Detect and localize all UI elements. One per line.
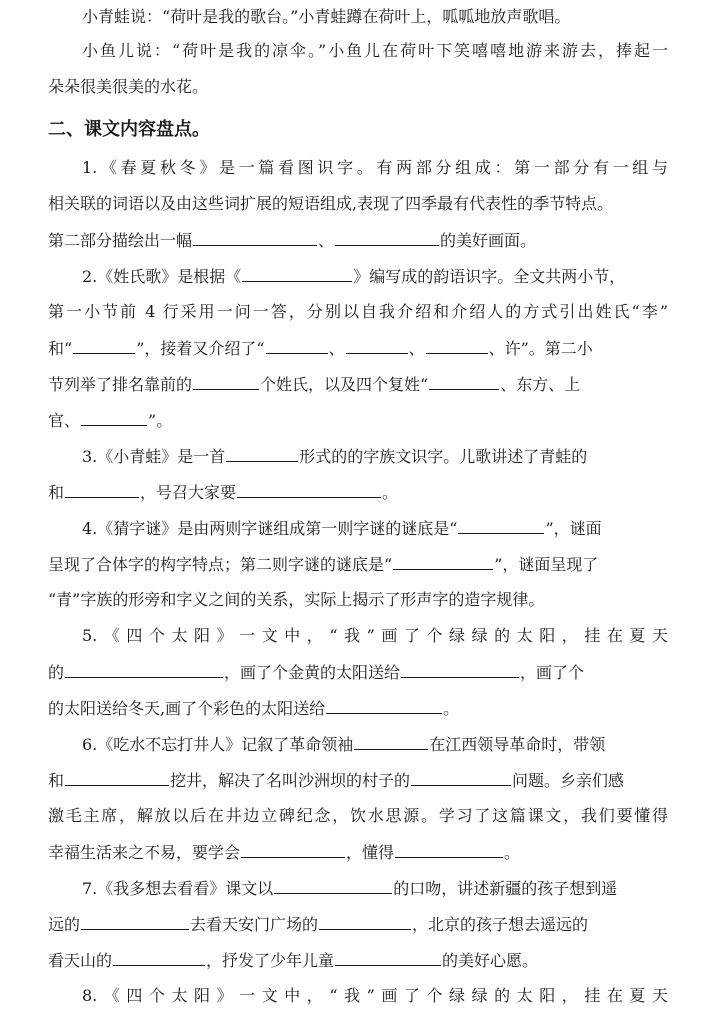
- q6-line-4: [48, 841, 668, 864]
- q1-line-3: [48, 229, 668, 252]
- q5-text-a: 的: [48, 663, 65, 682]
- q2-text-a: 2.《姓氏歌》是根据《: [82, 267, 242, 286]
- q4-text-d: ”，谜面呈现了: [494, 555, 599, 574]
- q2-text-i: 个姓氏，以及四个复姓“: [260, 375, 429, 394]
- q5-blank-3[interactable]: [326, 697, 442, 714]
- q6-blank-4[interactable]: [241, 841, 345, 858]
- q2-line-1: [82, 265, 668, 288]
- q2-text-k: 官、: [48, 411, 81, 430]
- q2-blank-5[interactable]: [426, 337, 488, 354]
- q5-text-c: ，画了个: [520, 663, 585, 682]
- q4-text-c: 呈现了合体字的构字特点；第二则字谜的谜底是“: [48, 555, 393, 574]
- q6-text-d: 挖井，解决了名叫沙洲坝的村子的: [170, 771, 411, 790]
- q2-text-j: 、东方、上: [500, 375, 581, 394]
- q7-text-d: 去看天安门广场的: [190, 915, 319, 934]
- q6-line-3: 激毛主席，解放以后在井边立碑纪念，饮水思源。学习了这篇课文，我们要懂得: [48, 806, 668, 825]
- intro-line-2: 小鱼儿说：“荷叶是我的凉伞。”小鱼儿在荷叶下笑嘻嘻地游来游去，捧起一: [82, 41, 668, 60]
- q6-blank-1[interactable]: [354, 733, 428, 750]
- q7-text-a: 7.《我多想去看看》课文以: [82, 879, 274, 898]
- q1-blank-2[interactable]: [335, 229, 439, 246]
- intro-line-3: 朵朵很美很美的水花。: [48, 77, 209, 96]
- q1-text-c: 的美好画面。: [440, 231, 537, 250]
- q4-text-a: 4.《猜字谜》是由两则字谜组成第一则字谜的谜底是“: [82, 519, 458, 538]
- q6-text-b: 在江西领导革命时，带领: [429, 735, 606, 754]
- q6-text-c: 和: [48, 771, 65, 790]
- q7-line-2: [48, 913, 668, 936]
- q2-text-b: 》编写成的韵语识字。全文共两小节，: [353, 267, 626, 286]
- q6-text-g: ，懂得: [346, 843, 395, 862]
- q6-line-2: [48, 769, 668, 792]
- q4-line-1: [82, 517, 668, 540]
- section-title: 二、课文内容盘点。: [48, 119, 210, 140]
- q3-blank-1[interactable]: [226, 445, 298, 462]
- q7-blank-3[interactable]: [319, 913, 411, 930]
- q2-line-3: [48, 337, 668, 360]
- q1-text-a: 第二部分描绘出一幅: [48, 231, 193, 250]
- intro-line-1: 小青蛙说：“荷叶是我的歌台。”小青蛙蹲在荷叶上，呱呱地放声歌唱。: [82, 7, 571, 26]
- q7-blank-1[interactable]: [274, 877, 392, 894]
- q6-line-1: [82, 733, 668, 756]
- q6-blank-3[interactable]: [411, 769, 511, 786]
- q2-line-2: 第一小节前 4 行采用一问一答，分别以自我介绍和介绍人的方式引出姓氏“李”: [48, 302, 668, 321]
- q2-blank-6[interactable]: [193, 373, 259, 390]
- q3-text-c: 和: [48, 483, 65, 502]
- q2-text-f: 、: [408, 339, 425, 358]
- q5-line-3: [48, 697, 668, 720]
- q2-blank-3[interactable]: [266, 337, 328, 354]
- q5-text-b: ，画了个金黄的太阳送给: [224, 663, 401, 682]
- q2-text-h: 节列举了排名靠前的: [48, 375, 193, 394]
- q7-line-3: [48, 949, 668, 972]
- q7-blank-5[interactable]: [335, 949, 441, 966]
- q2-blank-7[interactable]: [429, 373, 499, 390]
- q2-blank-8[interactable]: [81, 409, 147, 426]
- q5-blank-1[interactable]: [65, 661, 223, 678]
- q2-line-5: [48, 409, 668, 432]
- q1-line-1: 1.《春夏秋冬》是一篇看图识字。有两部分组成：第一部分有一组与: [82, 158, 668, 177]
- q3-line-2: [48, 481, 668, 504]
- q1-text-b: 、: [318, 231, 335, 250]
- q3-text-b: 形式的的字族文识字。儿歌讲述了青蛙的: [299, 447, 588, 466]
- q7-text-c: 远的: [48, 915, 81, 934]
- q7-text-g: ，抒发了少年儿童: [206, 951, 335, 970]
- q3-text-a: 3.《小青蛙》是一首: [82, 447, 226, 466]
- q2-line-4: [48, 373, 668, 396]
- q8-line-1: 8.《四个太阳》一文中，“我”画了个绿绿的太阳，挂在夏天: [82, 986, 668, 1005]
- q2-blank-1[interactable]: [242, 265, 352, 282]
- q5-line-2: [48, 661, 668, 684]
- q2-blank-2[interactable]: [73, 337, 135, 354]
- q3-text-e: 。: [382, 483, 399, 502]
- q3-blank-2[interactable]: [65, 481, 139, 498]
- q7-text-h: 的美好心愿。: [442, 951, 539, 970]
- q4-blank-2[interactable]: [393, 553, 493, 570]
- q7-text-f: 看天山的: [48, 951, 113, 970]
- q2-text-d: ”，接着又介绍了“: [136, 339, 265, 358]
- q4-text-b: ”，谜面: [545, 519, 602, 538]
- q6-text-h: 。: [504, 843, 521, 862]
- q5-text-e: 。: [443, 699, 460, 718]
- q7-blank-2[interactable]: [81, 913, 189, 930]
- q4-line-3: “青”字族的形旁和字义之间的关系，实际上揭示了形声字的造字规律。: [48, 590, 545, 609]
- q2-blank-4[interactable]: [346, 337, 408, 354]
- q4-blank-1[interactable]: [458, 517, 544, 534]
- q6-blank-2[interactable]: [65, 769, 169, 786]
- q1-line-2: 相关联的词语以及由这些词扩展的短语组成,表现了四季最有代表性的季节特点。: [48, 194, 614, 213]
- q7-blank-4[interactable]: [113, 949, 205, 966]
- q5-line-1: 5.《四个太阳》一文中，“我”画了个绿绿的太阳，挂在夏天: [82, 626, 668, 645]
- q5-blank-2[interactable]: [401, 661, 519, 678]
- q6-blank-5[interactable]: [395, 841, 503, 858]
- q7-text-b: 的口吻，讲述新疆的孩子想到遥: [393, 879, 618, 898]
- q2-text-g: 、许”。第二小: [488, 339, 593, 358]
- q7-line-1: [82, 877, 668, 900]
- q6-text-e: 问题。乡亲们感: [512, 771, 625, 790]
- q5-text-d: 的太阳送给冬天,画了个彩色的太阳送给: [48, 699, 326, 718]
- q3-text-d: ，号召大家要: [140, 483, 237, 502]
- q6-text-a: 6.《吃水不忘打井人》记叙了革命领袖: [82, 735, 354, 754]
- q2-text-e: 、: [328, 339, 345, 358]
- q3-line-1: [82, 445, 668, 468]
- q1-blank-1[interactable]: [193, 229, 317, 246]
- q4-line-2: [48, 553, 668, 576]
- q2-text-c: 和“: [48, 339, 73, 358]
- q3-blank-3[interactable]: [237, 481, 381, 498]
- q7-text-e: ，北京的孩子想去遥远的: [412, 915, 589, 934]
- q6-text-f: 幸福生活来之不易，要学会: [48, 843, 241, 862]
- q2-text-l: ”。: [148, 411, 173, 430]
